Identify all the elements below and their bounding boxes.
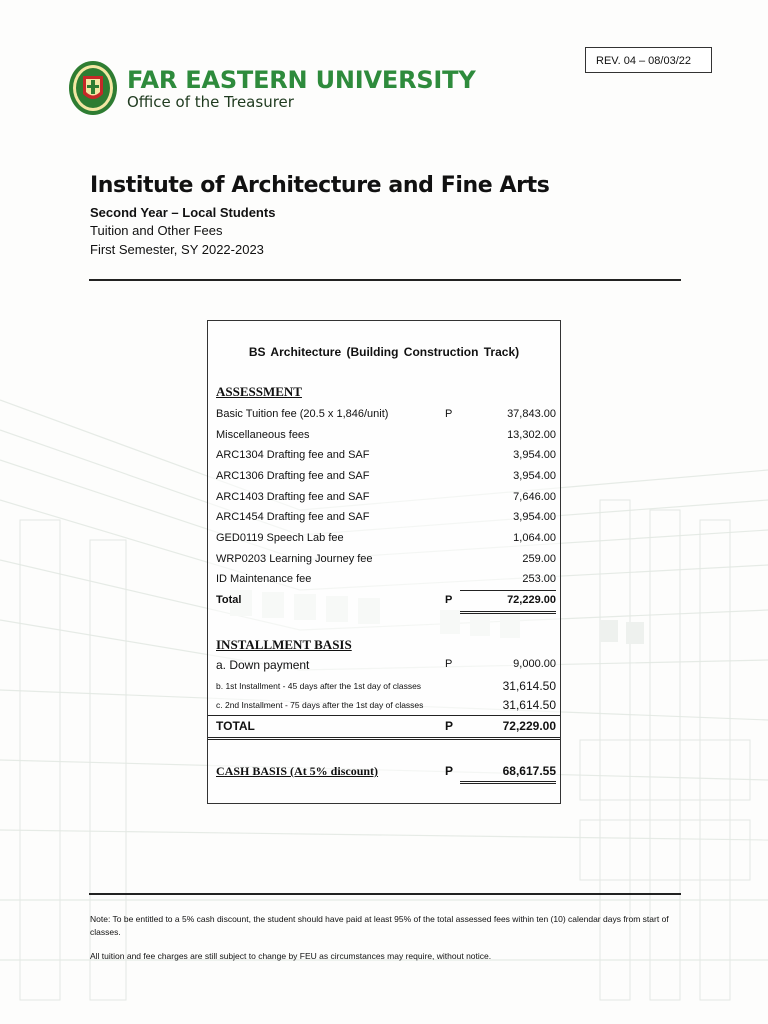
table-row: ARC1454 Drafting fee and SAF 3,954.00 [216, 511, 556, 523]
installment-double-rule-a [208, 737, 560, 738]
fee-table [207, 320, 561, 804]
semester-label: First Semester, SY 2022-2023 [90, 242, 264, 257]
header-divider [89, 279, 681, 281]
installment-heading: INSTALLMENT BASIS [216, 637, 352, 652]
fee-heading: Tuition and Other Fees [90, 223, 223, 238]
university-name: FAR EASTERN UNIVERSITY [127, 66, 476, 94]
footer-divider [89, 893, 681, 895]
cash-double-rule-b [460, 783, 556, 784]
cash-discount-note: Note: To be entitled to a 5% cash discount, the student should have paid at least 95% of the total assessed fees within ten (10) calendar days from start of classes. [90, 914, 669, 937]
installment-total-row: TOTAL P 72,229.00 [216, 719, 556, 733]
assessment-total-row: Total P 72,229.00 [216, 594, 556, 606]
table-row: GED0119 Speech Lab fee 1,064.00 [216, 532, 556, 544]
installment-double-rule-b [208, 739, 560, 740]
total-double-rule-b [460, 613, 556, 614]
table-row: a. Down payment P 9,000.00 [216, 658, 556, 672]
installment-total-rule [208, 715, 560, 716]
table-row: c. 2nd Installment - 75 days after the 1st day of classes 31,614.50 [216, 698, 556, 712]
fee-change-note: All tuition and fee charges are still subject to change by FEU as circumstances may require, without notice. [90, 951, 492, 961]
table-row: b. 1st Installment - 45 days after the 1st day of classes 31,614.50 [216, 679, 556, 693]
table-row: ARC1304 Drafting fee and SAF 3,954.00 [216, 449, 556, 461]
cash-basis-row: CASH BASIS (At 5% discount) P 68,617.55 [216, 764, 556, 778]
table-row: ARC1403 Drafting fee and SAF 7,646.00 [216, 491, 556, 503]
table-row: Basic Tuition fee (20.5 x 1,846/unit) P 37,843.00 [216, 408, 556, 420]
table-row: ID Maintenance fee 253.00 [216, 573, 556, 585]
page-title: Institute of Architecture and Fine Arts [90, 173, 550, 198]
table-row: ARC1306 Drafting fee and SAF 3,954.00 [216, 470, 556, 482]
program-title: BS Architecture (Building Construction Track) [248, 345, 520, 359]
table-row: WRP0203 Learning Journey fee 259.00 [216, 553, 556, 565]
office-name: Office of the Treasurer [127, 93, 294, 111]
cash-double-rule-a [460, 781, 556, 782]
assessment-heading: ASSESSMENT [216, 384, 302, 399]
student-category: Second Year – Local Students [90, 205, 276, 220]
feu-seal-icon [68, 60, 118, 116]
table-row: Miscellaneous fees 13,302.00 [216, 429, 556, 441]
total-double-rule-a [460, 611, 556, 612]
total-rule [460, 590, 556, 591]
revision-box: REV. 04 – 08/03/22 [585, 47, 712, 73]
